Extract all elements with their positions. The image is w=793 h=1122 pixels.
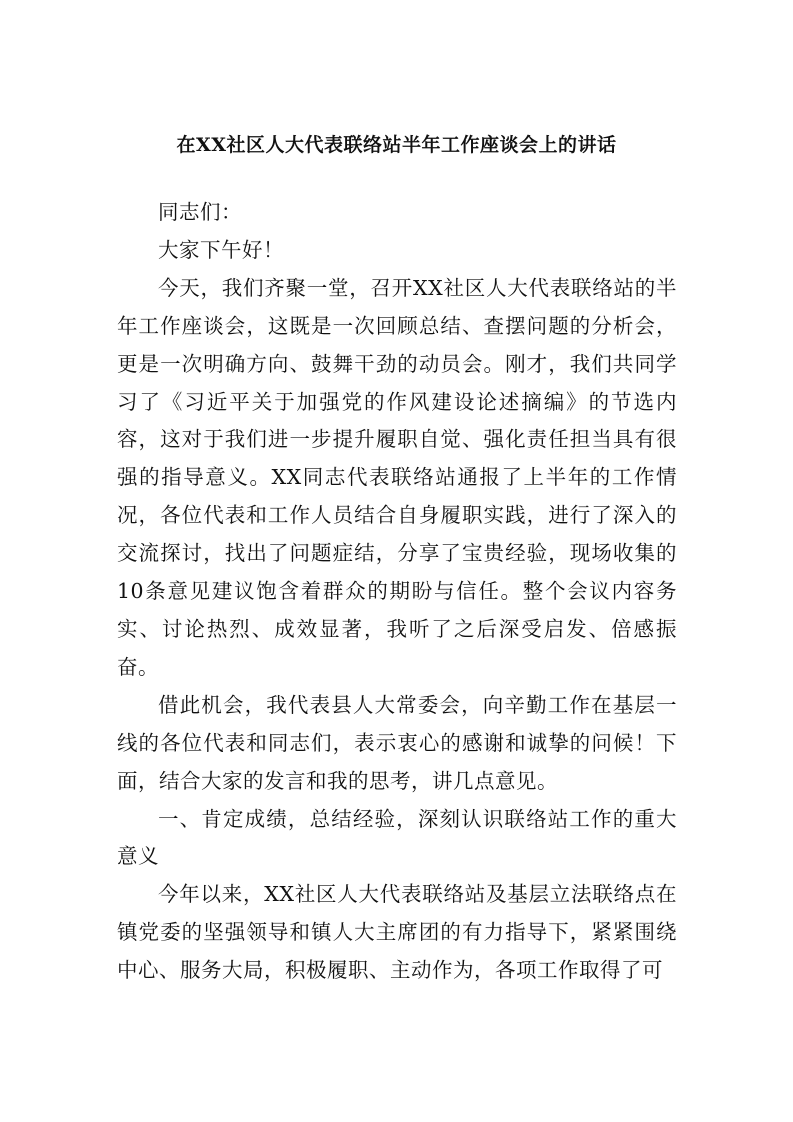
- document-title: 在XX社区人大代表联络站半年工作座谈会上的讲话: [176, 134, 617, 156]
- paragraph-achievements: 今年以来，XX社区人大代表联络站及基层立法联络点在镇党委的坚强领导和镇人大主席团的有力指导下，紧紧围绕中心、服务大局，积极履职、主动作为，各项工作取得了可: [117, 882, 677, 983]
- salutation: 同志们：: [158, 200, 242, 224]
- paragraph-thanks: 借此机会，我代表县人大常委会，向辛勤工作在基层一线的各位代表和同志们，表示衷心的感谢和诚挚的问候！下面，结合大家的发言和我的思考，讲几点意见。: [117, 692, 677, 793]
- section-heading-1: 一、肯定成绩，总结经验，深刻认识联络站工作的重大意义: [117, 806, 677, 869]
- paragraph-opening: 今天，我们齐聚一堂，召开XX社区人大代表联络站的半年工作座谈会，这既是一次回顾总结、查摆问题的分析会，更是一次明确方向、鼓舞干劲的动员会。刚才，我们共同学习了《习近平关于加强党的作风建设论述摘编》的节选内容，这对于我们进一步提升履职自觉、强化责任担当具有很强的指导意义。XX同志代表联络站通报了上半年的工作情况，各位代表和工作人员结合自身履职实践，进行了深入的交流探讨，找出了问题症结，分享了宝贵经验，现场收集的10条意见建议饱含着群众的期盼与信任。整个会议内容务实、讨论热烈、成效显著，我听了之后深受启发、倍感振奋。: [117, 275, 677, 679]
- greeting: 大家下午好！: [158, 237, 284, 262]
- document-body: [117, 194, 677, 990]
